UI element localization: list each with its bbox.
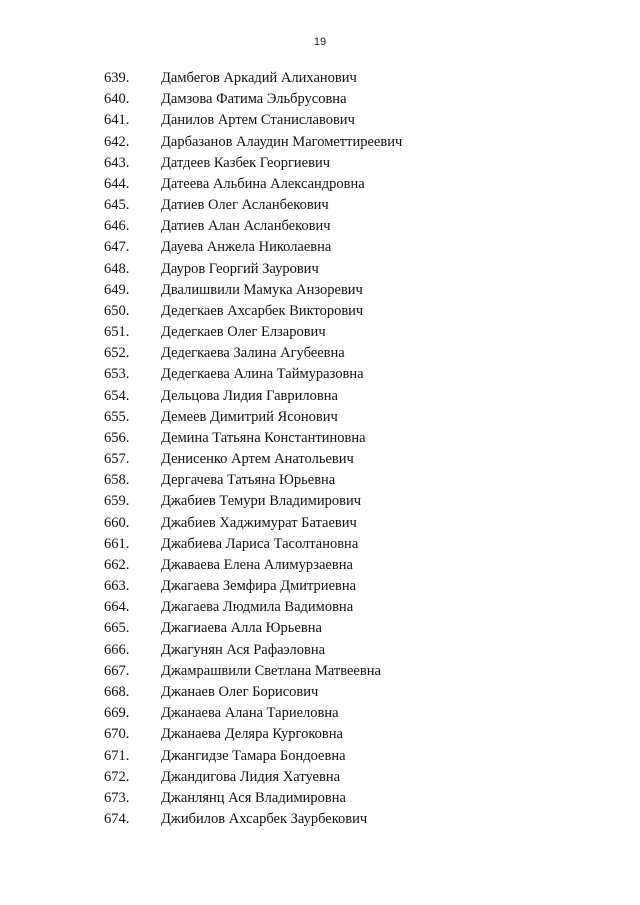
entry-name: Датиев Алан Асланбекович (161, 218, 331, 235)
entry-number: 657. (104, 451, 130, 468)
entry-number: 671. (104, 747, 130, 764)
entry-number: 659. (104, 493, 130, 510)
entry-number: 667. (104, 662, 130, 679)
entry-name: Дамзова Фатима Эльбрусовна (161, 91, 347, 108)
entry-number: 641. (104, 112, 130, 129)
list-item (0, 809, 640, 830)
entry-name: Демеев Димитрий Ясонович (161, 408, 338, 425)
list-item (0, 89, 640, 110)
entry-number: 648. (104, 260, 130, 277)
entry-name: Дедегкаева Алина Таймуразовна (161, 366, 364, 383)
entry-number: 674. (104, 811, 130, 828)
list-item (0, 746, 640, 767)
list-item (0, 153, 640, 174)
entry-name: Дамбегов Аркадий Алиханович (161, 70, 357, 86)
entry-name: Джангидзе Тамара Бондоевна (161, 747, 346, 764)
entry-name: Дауева Анжела Николаевна (161, 239, 332, 256)
entry-number: 652. (104, 345, 130, 362)
entry-number: 640. (104, 91, 130, 108)
entry-name: Джанаев Олег Борисович (161, 683, 319, 700)
list-item (0, 788, 640, 809)
entry-name: Джанлянц Ася Владимировна (161, 789, 346, 806)
list-item (0, 428, 640, 449)
list-item (0, 237, 640, 258)
entry-number: 651. (104, 324, 130, 341)
list-item (0, 343, 640, 364)
list-item (0, 513, 640, 534)
entry-number: 654. (104, 387, 130, 404)
entry-name: Джабиев Хаджимурат Батаевич (161, 514, 357, 531)
entry-name: Джагаева Людмила Вадимовна (161, 599, 354, 616)
entry-number: 646. (104, 218, 130, 235)
entry-number: 664. (104, 599, 130, 616)
entry-number: 645. (104, 197, 130, 214)
list-item (0, 216, 640, 237)
entry-number: 660. (104, 514, 130, 531)
entry-name: Двалишвили Мамука Анзоревич (161, 281, 363, 298)
list-item (0, 174, 640, 195)
list-item (0, 618, 640, 639)
entry-name: Дарбазанов Алаудин Магометтиреевич (161, 133, 403, 150)
entry-name: Демина Татьяна Константиновна (161, 429, 366, 446)
list-item (0, 301, 640, 322)
entry-name: Джагаева Земфира Дмитриевна (161, 578, 357, 595)
entry-name: Джагиаева Алла Юрьевна (161, 620, 322, 637)
entry-name: Джаваева Елена Алимурзаевна (161, 556, 353, 573)
entry-number: 656. (104, 429, 130, 446)
entry-name: Дедегкаев Олег Елзарович (161, 324, 326, 341)
entry-number: 666. (104, 641, 130, 658)
entry-name: Джандигова Лидия Хатуевна (161, 768, 341, 785)
entry-number: 650. (104, 302, 130, 319)
entry-number: 655. (104, 408, 130, 425)
list-item (0, 491, 640, 512)
entry-name: Джагунян Ася Рафаэловна (161, 641, 326, 658)
entry-name: Дедегкаева Залина Агубеевна (161, 345, 345, 362)
entry-number: 662. (104, 556, 130, 573)
list-item (0, 470, 640, 491)
list-item (0, 68, 640, 89)
list-item (0, 280, 640, 301)
list-item (0, 259, 640, 280)
entry-number: 661. (104, 535, 130, 552)
list-item (0, 640, 640, 661)
entry-name: Джабиева Лариса Тасолтановна (161, 535, 359, 552)
entry-name: Датдеев Казбек Георгиевич (161, 154, 331, 171)
entry-number: 639. (104, 70, 130, 86)
entry-number: 673. (104, 789, 130, 806)
entry-name: Датиев Олег Асланбекович (161, 197, 329, 214)
entry-number: 649. (104, 281, 130, 298)
entry-number: 653. (104, 366, 130, 383)
entry-name: Дедегкаев Ахсарбек Викторович (161, 302, 364, 319)
list-item (0, 682, 640, 703)
list-item (0, 661, 640, 682)
list-item (0, 576, 640, 597)
list-item (0, 597, 640, 618)
entry-name: Денисенко Артем Анатольевич (161, 451, 354, 468)
list-item (0, 407, 640, 428)
list-item (0, 386, 640, 407)
list-item (0, 364, 640, 385)
entry-number: 672. (104, 768, 130, 785)
entry-name: Джибилов Ахсарбек Заурбекович (161, 811, 368, 828)
entry-number: 668. (104, 683, 130, 700)
entry-number: 670. (104, 726, 130, 743)
name-list (0, 68, 640, 830)
entry-number: 658. (104, 472, 130, 489)
entry-number: 642. (104, 133, 130, 150)
list-item (0, 703, 640, 724)
page-number: 19 (313, 36, 327, 48)
entry-name: Датеева Альбина Александровна (161, 175, 365, 192)
entry-number: 669. (104, 705, 130, 722)
list-item (0, 132, 640, 153)
list-item (0, 724, 640, 745)
list-item (0, 534, 640, 555)
entry-name: Дауров Георгий Заурович (161, 260, 319, 277)
list-item (0, 110, 640, 131)
list-item (0, 449, 640, 470)
entry-number: 644. (104, 175, 130, 192)
list-item (0, 767, 640, 788)
list-item (0, 322, 640, 343)
entry-name: Дельцова Лидия Гавриловна (161, 387, 338, 404)
entry-name: Данилов Артем Станиславович (161, 112, 355, 129)
entry-name: Джамрашвили Светлана Матвеевна (161, 662, 381, 679)
entry-number: 647. (104, 239, 130, 256)
entry-name: Джанаева Алана Тариеловна (161, 705, 339, 722)
entry-name: Джанаева Деляра Кургоковна (161, 726, 343, 743)
list-item (0, 555, 640, 576)
entry-name: Дергачева Татьяна Юрьевна (161, 472, 336, 489)
entry-number: 663. (104, 578, 130, 595)
entry-number: 665. (104, 620, 130, 637)
entry-name: Джабиев Темури Владимирович (161, 493, 362, 510)
list-item (0, 195, 640, 216)
entry-number: 643. (104, 154, 130, 171)
